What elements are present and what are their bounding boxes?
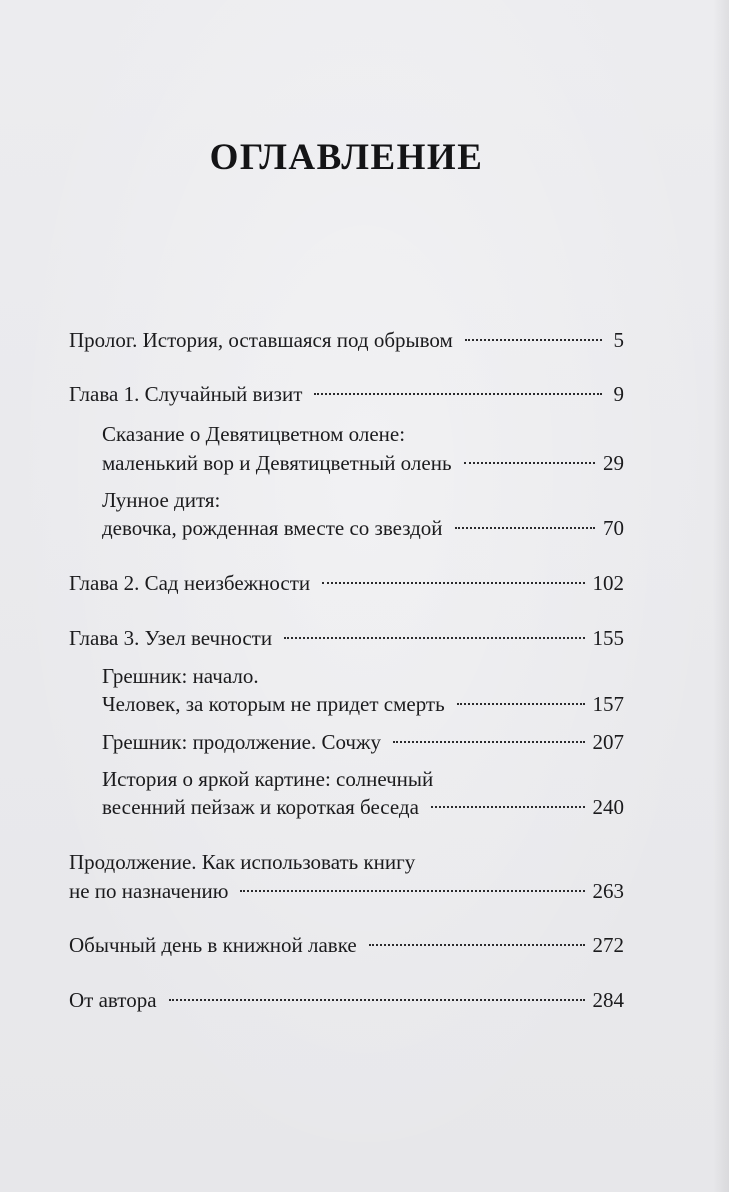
page-edge-shadow [713,0,729,1192]
toc-entry-text: Грешник: продолжение. Сочжу [102,730,381,754]
toc-subentry-moon-child [102,513,624,543]
toc-subentry-first-line: Грешник: начало. [102,664,259,688]
toc-page-number: 284 [592,988,624,1012]
toc-leader-dots [369,943,585,946]
toc-page-number: 5 [613,328,624,352]
toc-entry-chapter-1 [69,379,624,409]
toc-leader-dots [284,636,584,639]
toc-leader-dots [457,702,585,705]
page-title: ОГЛАВЛЕНИЕ [209,137,484,178]
toc-leader-dots [314,392,602,395]
toc-subentry-sinner-start [102,689,624,719]
toc-entry-from-author [69,985,624,1015]
toc-subentry-deer [102,448,624,478]
toc-entry-text: маленький вор и Девятицветный олень [102,451,452,475]
toc-subentry-first-line: Сказание о Девятицветном олене: [102,422,406,446]
toc-page-number: 157 [592,692,624,716]
toc-subentry-first-line: История о яркой картине: солнечный [102,767,434,791]
toc-entry-ordinary-day [69,930,624,960]
toc-entry-first-line: Продолжение. Как использовать книгу [69,850,416,874]
toc-page-number: 155 [592,626,624,650]
toc-entry-continuation [69,876,624,906]
toc-leader-dots [464,461,595,464]
toc-entry-text: Глава 2. Сад неизбежности [69,571,311,595]
toc-leader-dots [322,581,584,584]
toc-subentry-first-line: Лунное дитя: [102,488,221,512]
toc-subentry-bright-picture [102,792,624,822]
toc-entry-text: Обычный день в книжной лавке [69,933,357,957]
toc-page-number: 70 [603,516,624,540]
toc-page-number: 207 [592,730,624,754]
toc-leader-dots [431,805,585,808]
toc-leader-dots [169,998,585,1001]
toc-page-number: 272 [592,933,624,957]
toc-leader-dots [240,889,584,892]
toc-entry-chapter-2 [69,568,624,598]
toc-entry-text: Человек, за которым не придет смерть [102,692,445,716]
toc-page-number: 9 [613,382,624,406]
toc-page-number: 263 [592,879,624,903]
toc-entry-text: Пролог. История, оставшаяся под обрывом [69,328,453,352]
toc-subentry-sinner-continued [102,727,624,757]
toc-page-number: 240 [592,795,624,819]
toc-entry-text: не по назначению [69,879,229,903]
toc-entry-text: От автора [69,988,157,1012]
toc-leader-dots [393,740,585,743]
toc-entry-text: Глава 1. Случайный визит [69,382,303,406]
toc-leader-dots [465,338,602,341]
toc-page-number: 102 [592,571,624,595]
toc-entry-text: Глава 3. Узел вечности [69,626,273,650]
toc-entry-chapter-3 [69,623,624,653]
toc-entry-prolog [69,325,624,355]
toc-leader-dots [455,526,595,529]
toc-entry-text: девочка, рожденная вместе со звездой [102,516,443,540]
toc-entry-text: весенний пейзаж и короткая беседа [102,795,419,819]
toc-page-number: 29 [603,451,624,475]
